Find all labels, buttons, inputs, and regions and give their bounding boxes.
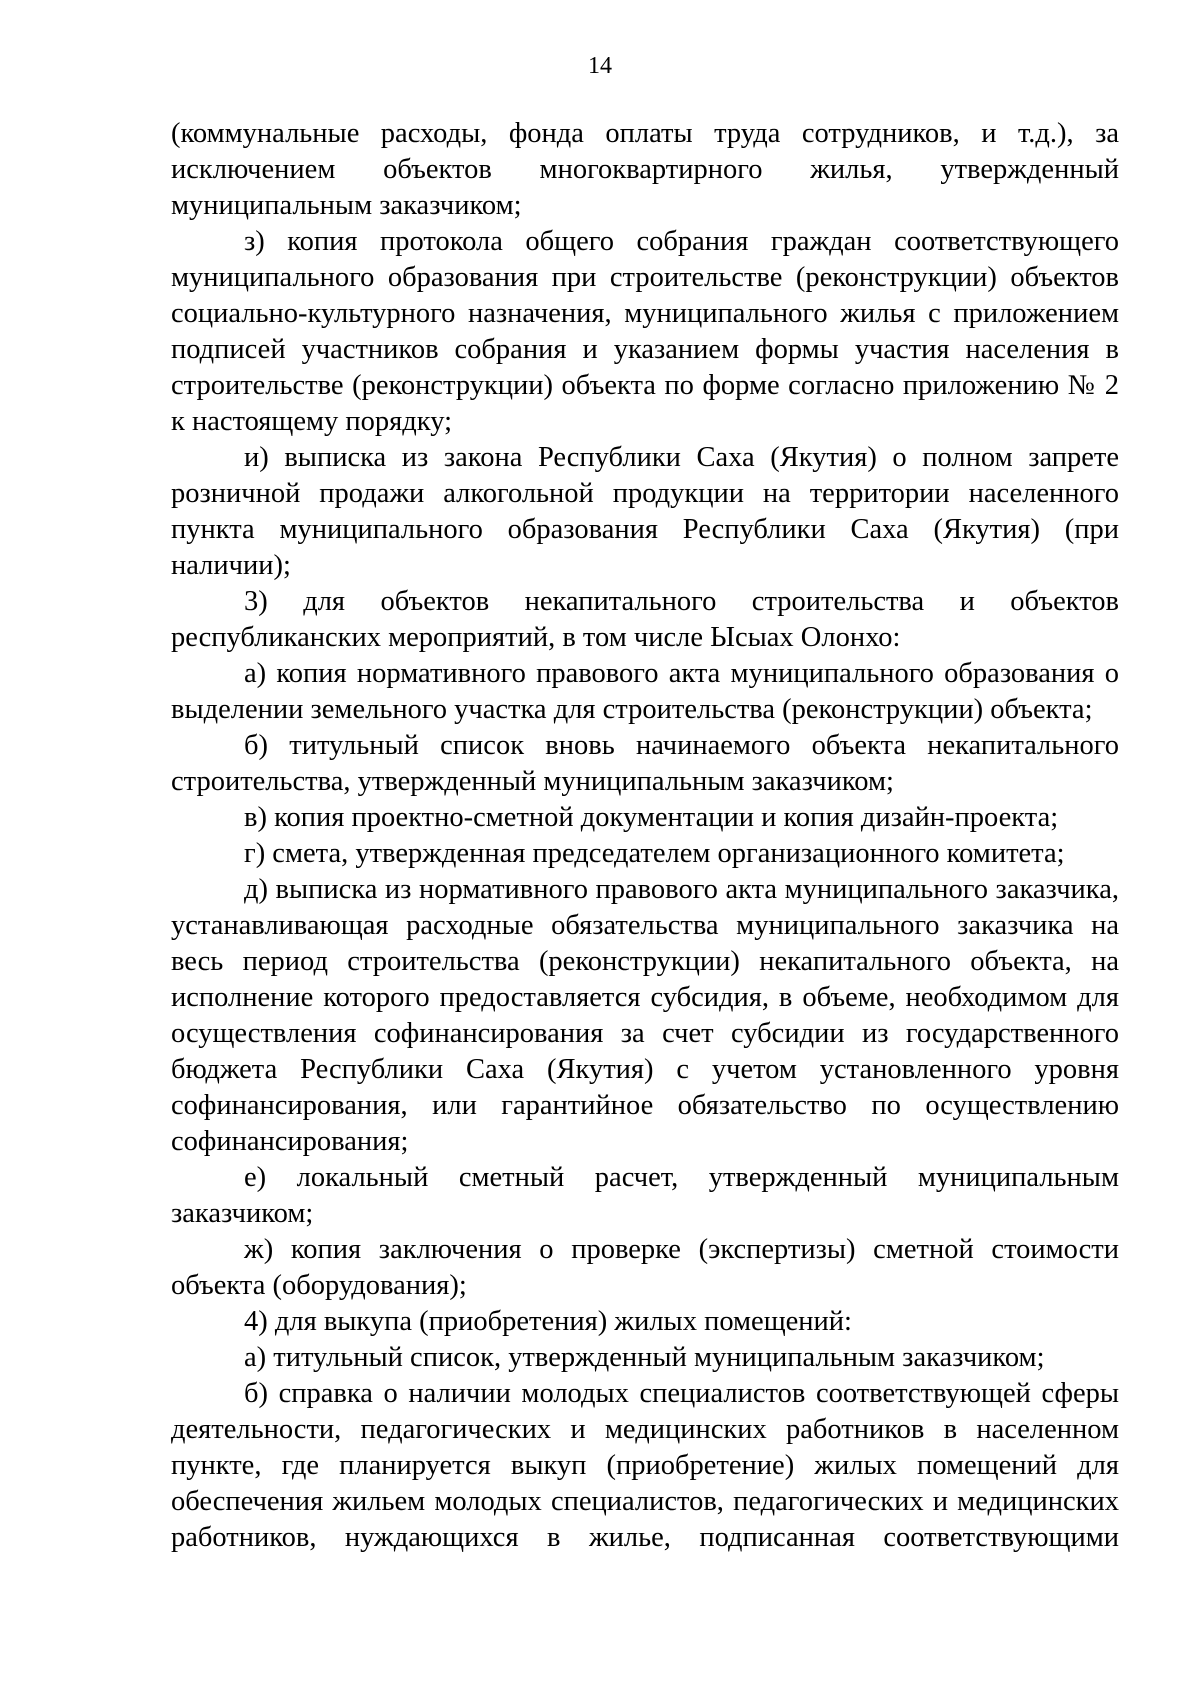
- paragraph: в) копия проектно-сметной документации и копия дизайн-проекта;: [244, 802, 1059, 833]
- paragraph: г) смета, утвержденная председателем организационного комитета;: [244, 838, 1065, 869]
- page-number: 14: [588, 53, 612, 79]
- paragraph: и) выписка из закона Республики Саха (Якутия) о полном запрете розничной продажи алкогольной продукции на территории населенного пункта муниципального образования Республики Саха (Якутия) (при наличии);: [171, 442, 1119, 581]
- paragraph: з) копия протокола общего собрания граждан соответствующего муниципального образования при строительстве (реконструкции) объектов социально-культурного назначения, муниципального жилья с приложением подписей участников собрания и указанием формы участия населения в строительстве (реконструкции) объекта по форме согласно приложению № 2 к настоящему порядку;: [171, 226, 1119, 437]
- body-text: [171, 116, 1119, 1556]
- paragraph: б) титульный список вновь начинаемого объекта некапитального строительства, утвержденный муниципальным заказчиком;: [171, 730, 1119, 797]
- paragraph: (коммунальные расходы, фонда оплаты труда сотрудников, и т.д.), за исключением объектов многоквартирного жилья, утвержденный муниципальным заказчиком;: [171, 118, 1119, 221]
- paragraph: д) выписка из нормативного правового акта муниципального заказчика, устанавливающая расходные обязательства муниципального заказчика на весь период строительства (реконструкции) некапитального объекта, на исполнение которого предоставляется субсидия, в объеме, необходимом для осуществления софинансирования за счет субсидии из государственного бюджета Республики Саха (Якутия) с учетом установленного уровня софинансирования, или гарантийное обязательство по осуществлению софинансирования;: [171, 874, 1119, 1157]
- paragraph: а) титульный список, утвержденный муниципальным заказчиком;: [244, 1342, 1045, 1373]
- paragraph: 4) для выкупа (приобретения) жилых помещений:: [244, 1306, 852, 1337]
- paragraph: а) копия нормативного правового акта муниципального образования о выделении земельного участка для строительства (реконструкции) объекта;: [171, 658, 1119, 725]
- paragraph: б) справка о наличии молодых специалистов соответствующей сферы деятельности, педагогических и медицинских работников в населенном пункте, где планируется выкуп (приобретение) жилых помещений для обеспечения жильем молодых специалистов, педагогических и медицинских работников, нуждающихся в жилье, подписанная соответствующими: [171, 1378, 1119, 1553]
- paragraph: 3) для объектов некапитального строительства и объектов республиканских мероприятий, в том числе Ысыах Олонхо:: [171, 586, 1119, 653]
- paragraph: ж) копия заключения о проверке (экспертизы) сметной стоимости объекта (оборудования);: [171, 1234, 1119, 1301]
- paragraph: е) локальный сметный расчет, утвержденный муниципальным заказчиком;: [171, 1162, 1119, 1229]
